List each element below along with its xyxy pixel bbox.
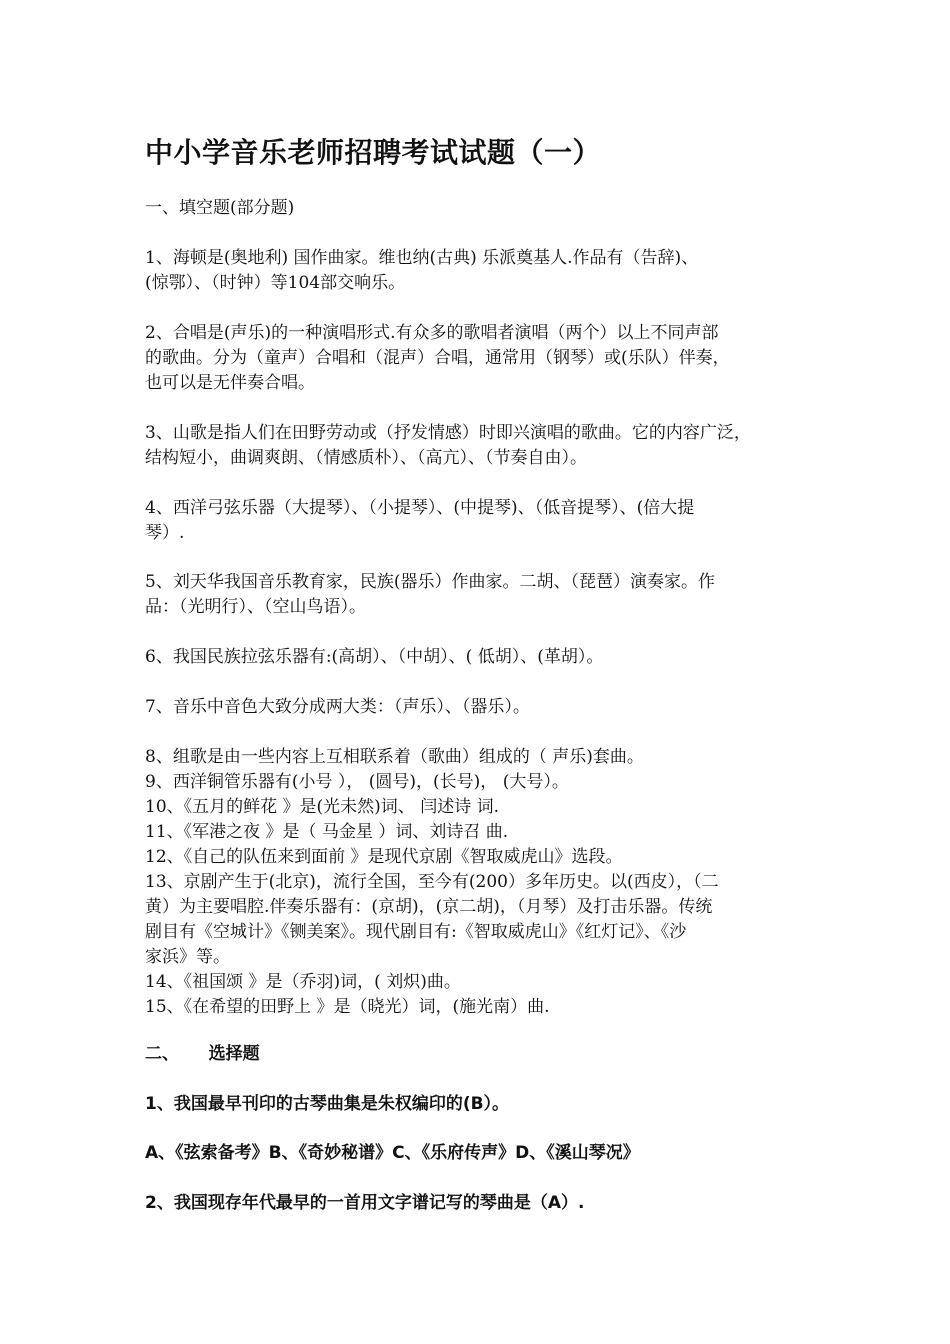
- question-line: 1、我国最早刊印的古琴曲集是朱权编印的(B）。: [145, 1094, 510, 1114]
- question-line: 6、我国民族拉弦乐器有:(高胡）、（中胡）、( 低胡）、(革胡）。: [145, 647, 604, 667]
- question-line: 9、西洋铜管乐器有(小号 ）， (圆号)，(长号)， (大号）。: [145, 772, 569, 792]
- question-line: 黄）为主要唱腔.伴奏乐器有：(京胡)，(京二胡)，（月琴）及打击乐器。传统: [145, 897, 713, 917]
- question-line: 剧目有《空城计》《铡美案》。现代剧目有:《智取威虎山》《红灯记》、《沙: [145, 922, 687, 942]
- question-line: 10、《五月的鲜花 》是(光未然)词、 闫述诗 词.: [145, 797, 500, 817]
- question-line: 15、《在希望的田野上 》是（晓光）词，(施光南）曲.: [145, 997, 550, 1017]
- question-line: 也可以是无伴奏合唱。: [145, 373, 315, 393]
- question-line: 13、京剧产生于(北京)，流行全国，至今有(200）多年历史。以(西皮），（二: [145, 872, 719, 892]
- question-line: 7、音乐中音色大致分成两大类：（声乐）、（器乐）。: [145, 697, 530, 717]
- question-line: 品：（光明行）、（空山鸟语）。: [145, 597, 366, 617]
- question-line: 2、合唱是(声乐)的一种演唱形式.有众多的歌唱者演唱（两个）以上不同声部: [145, 323, 719, 343]
- question-line: 结构短小，曲调爽朗、（情感质朴）、（高亢）、（节奏自由）。: [145, 448, 587, 468]
- question-line: 5、刘天华我国音乐教育家，民族(器乐）作曲家。二胡、（琵琶）演奏家。作: [145, 572, 715, 592]
- question-line: 8、组歌是由一些内容上互相联系着（歌曲）组成的（ 声乐)套曲。: [145, 747, 644, 767]
- question-line: (惊鄂）、（时钟）等104部交响乐。: [145, 273, 406, 293]
- question-line: 琴）.: [145, 523, 185, 543]
- question-line: 12、《自己的队伍来到面前 》是现代京剧《智取威虎山》选段。: [145, 847, 623, 867]
- question-line: 3、山歌是指人们在田野劳动或（抒发情感）时即兴演唱的歌曲。它的内容广泛，: [145, 423, 751, 443]
- question-line: 14、《祖国颂 》是（乔羽)词，( 刘炽)曲。: [145, 972, 461, 992]
- section-heading-choice: 二、 选择题: [145, 1044, 260, 1064]
- question-line: 2、我国现存年代最早的一首用文字谱记写的琴曲是（A）.: [145, 1193, 585, 1213]
- question-line: 家浜》等。: [145, 947, 230, 967]
- question-line: 4、西洋弓弦乐器（大提琴）、（小提琴）、(中提琴)、（低音提琴）、(倍大提: [145, 498, 695, 518]
- question-line: 1、海顿是(奥地利) 国作曲家。维也纳(古典) 乐派奠基人.作品有（告辞)、: [145, 248, 699, 268]
- section-heading-fill-in: 一、填空题(部分题): [145, 198, 295, 218]
- question-line: 11、《军港之夜 》是（ 马金星 ）词、刘诗召 曲.: [145, 822, 509, 842]
- question-line: 的歌曲。分为（童声）合唱和（混声）合唱，通常用（钢琴）或(乐队）伴奏，: [145, 348, 730, 368]
- document-title: 中小学音乐老师招聘考试试题（一）: [145, 136, 602, 169]
- answer-options: A、《弦索备考》B、《奇妙秘谱》C、《乐府传声》D、《溪山琴况》: [145, 1143, 640, 1163]
